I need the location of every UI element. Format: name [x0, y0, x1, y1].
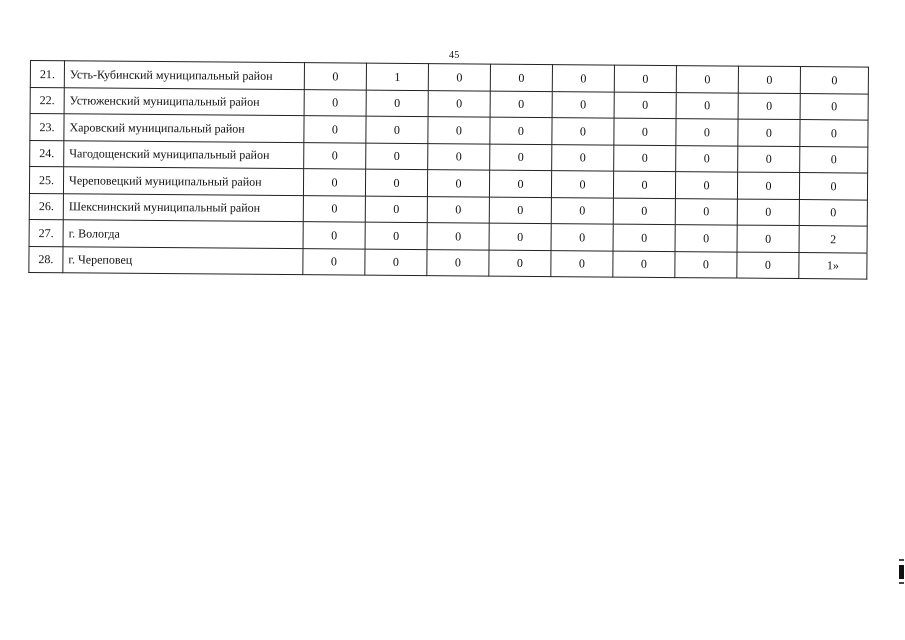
row-number: 27. [29, 219, 63, 246]
value-cell: 0 [552, 118, 614, 145]
district-name: Череповецкий муниципальный район [63, 167, 303, 195]
value-cell: 0 [427, 170, 489, 197]
value-cell: 0 [675, 225, 737, 252]
value-cell: 0 [490, 144, 552, 171]
value-cell: 0 [551, 224, 613, 251]
value-cell: 2 [799, 226, 867, 253]
value-cell: 0 [613, 198, 675, 225]
value-cell: 0 [614, 65, 676, 92]
scan-edge-mark [899, 565, 904, 579]
value-cell: 0 [490, 64, 552, 91]
district-name: Усть-Кубинский муниципальный район [64, 61, 304, 89]
value-cell: 0 [365, 222, 427, 249]
value-cell: 0 [676, 66, 738, 93]
value-cell: 0 [799, 199, 867, 226]
value-cell: 0 [737, 225, 799, 252]
value-cell: 0 [427, 223, 489, 250]
value-cell: 0 [675, 251, 737, 278]
value-cell: 0 [304, 142, 366, 169]
value-cell: 0 [490, 117, 552, 144]
value-cell: 0 [303, 248, 365, 275]
data-table [28, 60, 869, 280]
value-cell: 0 [614, 145, 676, 172]
value-cell: 0 [800, 67, 868, 94]
value-cell: 0 [304, 89, 366, 116]
district-name: г. Череповец [63, 246, 303, 274]
value-cell: 0 [366, 90, 428, 117]
district-name: Шекснинский муниципальный район [63, 193, 303, 221]
value-cell: 0 [738, 119, 800, 146]
scan-edge-mark [899, 559, 904, 561]
value-cell: 0 [366, 143, 428, 170]
row-number: 25. [29, 167, 63, 194]
value-cell: 0 [365, 249, 427, 276]
value-cell: 1» [799, 252, 867, 279]
value-cell: 0 [552, 65, 614, 92]
row-number: 22. [30, 87, 64, 114]
value-cell: 0 [552, 144, 614, 171]
value-cell: 0 [428, 90, 490, 117]
value-cell: 0 [613, 171, 675, 198]
value-cell: 0 [489, 250, 551, 277]
data-table-container [28, 60, 869, 280]
value-cell: 0 [428, 143, 490, 170]
value-cell: 0 [737, 172, 799, 199]
district-name: Устюженский муниципальный район [64, 87, 304, 115]
value-cell: 0 [675, 172, 737, 199]
value-cell: 0 [427, 196, 489, 223]
value-cell: 0 [614, 118, 676, 145]
value-cell: 0 [489, 197, 551, 224]
row-number: 23. [30, 114, 64, 141]
value-cell: 0 [738, 93, 800, 120]
value-cell: 0 [613, 251, 675, 278]
value-cell: 0 [551, 171, 613, 198]
value-cell: 0 [613, 224, 675, 251]
value-cell: 0 [737, 199, 799, 226]
value-cell: 0 [489, 223, 551, 250]
value-cell: 0 [428, 117, 490, 144]
value-cell: 0 [799, 173, 867, 200]
row-number: 28. [29, 246, 63, 273]
value-cell: 0 [489, 170, 551, 197]
value-cell: 0 [427, 249, 489, 276]
district-name: Чагодощенский муниципальный район [64, 140, 304, 168]
value-cell: 0 [800, 93, 868, 120]
scan-edge-mark [899, 582, 904, 584]
table-row [29, 246, 867, 279]
value-cell: 0 [676, 145, 738, 172]
value-cell: 0 [614, 92, 676, 119]
value-cell: 0 [676, 92, 738, 119]
row-number: 24. [30, 140, 64, 167]
value-cell: 0 [303, 222, 365, 249]
value-cell: 0 [490, 91, 552, 118]
value-cell: 0 [428, 64, 490, 91]
value-cell: 0 [551, 197, 613, 224]
value-cell: 0 [303, 195, 365, 222]
value-cell: 0 [676, 119, 738, 146]
district-name: г. Вологда [63, 220, 303, 248]
value-cell: 0 [738, 146, 800, 173]
value-cell: 0 [800, 120, 868, 147]
value-cell: 0 [303, 169, 365, 196]
value-cell: 0 [304, 116, 366, 143]
value-cell: 0 [366, 116, 428, 143]
value-cell: 1 [366, 63, 428, 90]
value-cell: 0 [675, 198, 737, 225]
page-number: 45 [449, 50, 460, 61]
value-cell: 0 [737, 252, 799, 279]
value-cell: 0 [800, 146, 868, 173]
row-number: 26. [29, 193, 63, 220]
district-name: Харовский муниципальный район [64, 114, 304, 142]
value-cell: 0 [551, 250, 613, 277]
value-cell: 0 [738, 66, 800, 93]
value-cell: 0 [365, 169, 427, 196]
value-cell: 0 [552, 91, 614, 118]
value-cell: 0 [304, 63, 366, 90]
table-body [29, 61, 869, 280]
row-number: 21. [30, 61, 64, 88]
value-cell: 0 [365, 196, 427, 223]
